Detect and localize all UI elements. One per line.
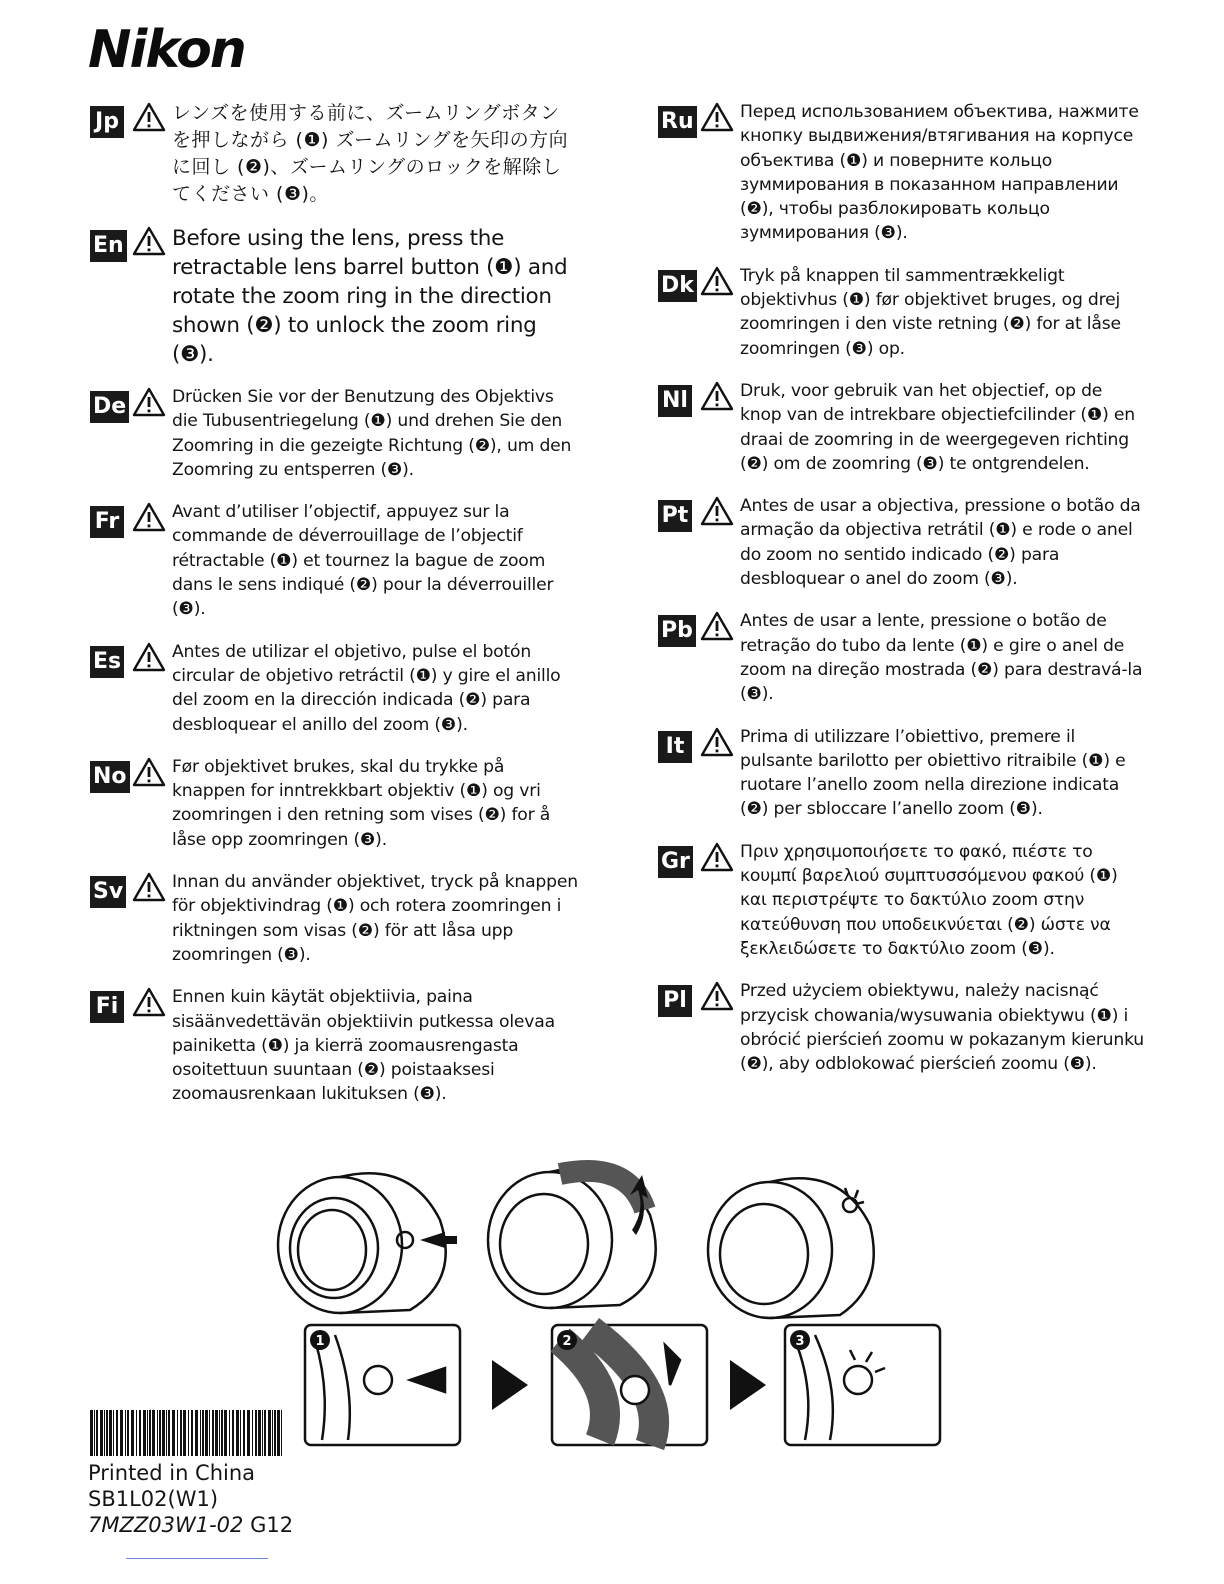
barcode: [90, 1410, 282, 1456]
language-section: [656, 979, 1146, 1076]
language-section: [88, 870, 578, 967]
language-section: [656, 379, 1146, 476]
document-code: [88, 1512, 293, 1538]
barcode-bar: [162, 1410, 165, 1456]
svg-text:2: 2: [562, 1334, 572, 1349]
footer: [88, 1460, 293, 1538]
divider-line: [126, 1558, 268, 1559]
instruction-text: Przed użyciem obiektywu, należy nacisnąć przycisk chowania/wysuwania obiektywu (❶) i obrócić pierścień zoomu w pokazanym kierunku (❷), aby odblokować pierścień zoomu (❸).: [740, 981, 1144, 1075]
lens-body-1: [278, 1173, 446, 1313]
barcode-bar: [219, 1410, 220, 1456]
barcode-bar: [109, 1410, 112, 1456]
barcode-bar: [113, 1410, 114, 1456]
language-section: [88, 385, 578, 482]
document-code-suffix: G12: [250, 1513, 294, 1537]
barcode-bar: [188, 1410, 189, 1456]
warning-icon: [132, 757, 166, 787]
barcode-bar: [125, 1410, 126, 1456]
warning-icon: [700, 611, 734, 641]
barcode-bar: [96, 1410, 98, 1456]
instruction-text: Antes de usar a lente, pressione o botão de retração do tubo da lente (❶) e gire o anel de zoom na direção mostrada (❷) para destravá-la (❸).: [740, 611, 1143, 705]
barcode-bar: [243, 1410, 245, 1456]
language-section: [88, 755, 578, 852]
warning-icon: [132, 987, 166, 1017]
barcode-bar: [268, 1410, 271, 1456]
barcode-bar: [172, 1410, 175, 1456]
warning-icon: [700, 842, 734, 872]
language-badge: De: [90, 391, 129, 423]
barcode-bar: [177, 1410, 178, 1456]
barcode-bar: [221, 1410, 223, 1456]
instruction-text: Antes de utilizar el objetivo, pulse el botón circular de objetivo retráctil (❶) y gire el anillo del zoom en la dirección indicada (❷) para desbloquear el anillo del zoom (❸).: [172, 641, 561, 735]
barcode-bar: [136, 1410, 137, 1456]
brand-logo: Nikon: [88, 20, 245, 80]
language-section: [88, 224, 578, 369]
language-badge: Fr: [90, 506, 124, 538]
left-column: [88, 100, 578, 1125]
barcode-bar: [224, 1410, 227, 1456]
warning-icon: [700, 102, 734, 132]
barcode-bar: [166, 1410, 167, 1456]
barcode-bar: [147, 1410, 148, 1456]
step-arrow-icon-1: [492, 1360, 528, 1410]
warning-icon: [700, 981, 734, 1011]
instruction-text: Avant d’utiliser l’objectif, appuyez sur la commande de déverrouillage de l’objectif rétractable (❶) et tournez la bague de zoom dans le sens indiqué (❷) pour la déverrouiller (❸).: [172, 502, 554, 620]
barcode-bar: [195, 1410, 198, 1456]
lens-body-2: [488, 1168, 656, 1308]
barcode-bar: [272, 1410, 273, 1456]
barcode-bar: [157, 1410, 158, 1456]
barcode-bar: [264, 1410, 266, 1456]
barcode-bar: [255, 1410, 257, 1456]
barcode-bar: [240, 1410, 241, 1456]
barcode-bar: [168, 1410, 170, 1456]
warning-icon: [700, 381, 734, 411]
warning-icon: [132, 502, 166, 532]
instruction-text: Innan du använder objektivet, tryck på knappen för objektivindrag (❶) och rotera zoomringen i riktningen som visas (❷) för att låsa upp zoomringen (❸).: [172, 872, 578, 965]
barcode-bar: [202, 1410, 204, 1456]
barcode-bar: [94, 1410, 95, 1456]
language-section: [88, 500, 578, 621]
instruction-text: Πριν χρησιμοποιήσετε το φακό, πιέστε το κουμπί βαρελιού συμπτυσσόμενου φακού (❶) και περιστρέψτε το δακτύλιο zoom στην κατεύθυνση που υποδεικνύεται (❷) ώστε να ξεκλειδώσετε το δακτύλιο zoom (❸).: [740, 841, 1118, 959]
barcode-bar: [212, 1410, 214, 1456]
language-badge: Ru: [658, 106, 697, 138]
barcode-bar: [281, 1410, 282, 1456]
language-section: [656, 725, 1146, 822]
barcode-bar: [106, 1410, 108, 1456]
step-badge-3: [790, 1330, 810, 1350]
language-section: [656, 494, 1146, 591]
warning-icon: [132, 102, 166, 132]
language-badge: Pl: [658, 985, 692, 1017]
barcode-bar: [274, 1410, 276, 1456]
right-column: [656, 100, 1146, 1094]
warning-icon: [700, 727, 734, 757]
barcode-bar: [104, 1410, 105, 1456]
barcode-bar: [236, 1410, 239, 1456]
language-section: [656, 609, 1146, 706]
barcode-bar: [100, 1410, 103, 1456]
barcode-bar: [277, 1410, 280, 1456]
barcode-bar: [159, 1410, 161, 1456]
svg-text:1: 1: [315, 1334, 325, 1349]
barcode-bar: [116, 1410, 118, 1456]
language-badge: No: [90, 761, 130, 793]
language-badge: Jp: [90, 106, 124, 138]
step-arrow-icon-2: [730, 1360, 766, 1410]
step-badge-2: [557, 1330, 577, 1350]
barcode-bar: [200, 1410, 201, 1456]
instruction-text: Before using the lens, press the retractable lens barrel button (❶) and rotate the zoom ring in the direction shown (❷) to unlock the zoom ring (❸).: [172, 226, 568, 367]
barcode-bar: [90, 1410, 93, 1456]
arrow-icon-press-1: [420, 1232, 457, 1248]
language-section: [656, 264, 1146, 361]
warning-icon: [700, 266, 734, 296]
language-section: [656, 840, 1146, 961]
lens-illustration: [260, 1140, 960, 1450]
barcode-bar: [131, 1410, 134, 1456]
instruction-text: Ennen kuin käytät objektiivia, paina sisäänvedettävän objektiivin putkessa olevaa painiketta (❶) ja kierrä zoomausrengasta osoitettuun suuntaan (❷) poistaaksesi zoomausrenkaan lukituksen (❸).: [172, 987, 555, 1105]
step-badge-1: [310, 1330, 330, 1350]
barcode-bar: [215, 1410, 218, 1456]
instruction-text: レンズを使用する前に、ズームリングボタンを押しながら (❶) ズームリングを矢印の方向に回し (❷)、ズームリングのロックを解除してください (❸)。: [172, 102, 569, 205]
svg-text:3: 3: [795, 1334, 805, 1349]
language-section: [88, 640, 578, 737]
language-badge: Pb: [658, 615, 696, 647]
language-badge: Sv: [90, 876, 126, 908]
barcode-bar: [247, 1410, 250, 1456]
barcode-bar: [149, 1410, 151, 1456]
language-section: [88, 100, 578, 208]
warning-icon: [132, 872, 166, 902]
model-code: SB1L02(W1): [88, 1487, 219, 1511]
instruction-text: Перед использованием объектива, нажмите кнопку выдвижения/втягивания на корпусе объектива (❶) и поверните кольцо зуммирования в показанном направлении (❷), чтобы разблокировать кольцо зуммирования (❸).: [740, 102, 1139, 244]
barcode-bar: [139, 1410, 141, 1456]
instruction-text: Drücken Sie vor der Benutzung des Objektivs die Tubusentriegelung (❶) und drehen Sie den Zoomring in die gezeigte Richtung (❷), um den Zoomring zu entsperren (❸).: [172, 387, 572, 480]
language-badge: Fi: [90, 991, 124, 1023]
barcode-bar: [183, 1410, 186, 1456]
barcode-bar: [209, 1410, 210, 1456]
barcode-bar: [191, 1410, 193, 1456]
barcode-bar: [180, 1410, 182, 1456]
language-badge: Gr: [658, 846, 693, 878]
instruction-text: Antes de usar a objectiva, pressione o botão da armação da objectiva retrátil (❶) e rode o anel do zoom no sentido indicado (❷) para desbloquear o anel do zoom (❸).: [740, 496, 1141, 590]
instruction-text: Tryk på knappen til sammentrækkeligt objektivhus (❶) før objektivet bruges, og drej zoomringen i den viste retning (❷) for at låse zoomringen (❸) op.: [740, 265, 1121, 359]
instruction-text: Før objektivet brukes, skal du trykke på knappen for inntrekkbart objektiv (❶) og vri zoomringen i den retning som vises (❷) for å låse opp zoomringen (❸).: [172, 756, 551, 850]
language-badge: Nl: [658, 385, 692, 417]
warning-icon: [132, 642, 166, 672]
barcode-bar: [127, 1410, 129, 1456]
language-section: [88, 985, 578, 1106]
barcode-bar: [262, 1410, 263, 1456]
barcode-bar: [232, 1410, 234, 1456]
language-badge: Es: [90, 646, 124, 678]
barcode-bar: [252, 1410, 253, 1456]
instruction-text: Druk, voor gebruik van het objectief, op de knop van de intrekbare objectiefcilinder (❶) en draai de zoomring in de weergegeven richting (❷) om de zoomring (❸) te ontgrendelen.: [740, 380, 1135, 474]
language-section: [656, 100, 1146, 246]
warning-icon: [132, 226, 166, 256]
barcode-bar: [143, 1410, 146, 1456]
barcode-bar: [152, 1410, 155, 1456]
language-badge: Dk: [658, 270, 697, 302]
language-badge: Pt: [658, 500, 692, 532]
lens-body-3: [708, 1178, 874, 1318]
language-badge: It: [658, 731, 692, 763]
barcode-bar: [258, 1410, 261, 1456]
warning-icon: [132, 387, 166, 417]
language-badge: En: [90, 230, 127, 262]
warning-icon: [700, 496, 734, 526]
instruction-text: Prima di utilizzare l’obiettivo, premere il pulsante barilotto per obiettivo ritraibile (❶) e ruotare l’anello zoom nella direzione indicata (❷) per sbloccare l’anello zoom (❸).: [740, 726, 1126, 820]
barcode-bar: [120, 1410, 123, 1456]
barcode-bar: [205, 1410, 208, 1456]
document-code-main: 7MZZ03W1-02: [88, 1513, 244, 1537]
printed-in: Printed in China: [88, 1461, 256, 1485]
barcode-bar: [229, 1410, 230, 1456]
